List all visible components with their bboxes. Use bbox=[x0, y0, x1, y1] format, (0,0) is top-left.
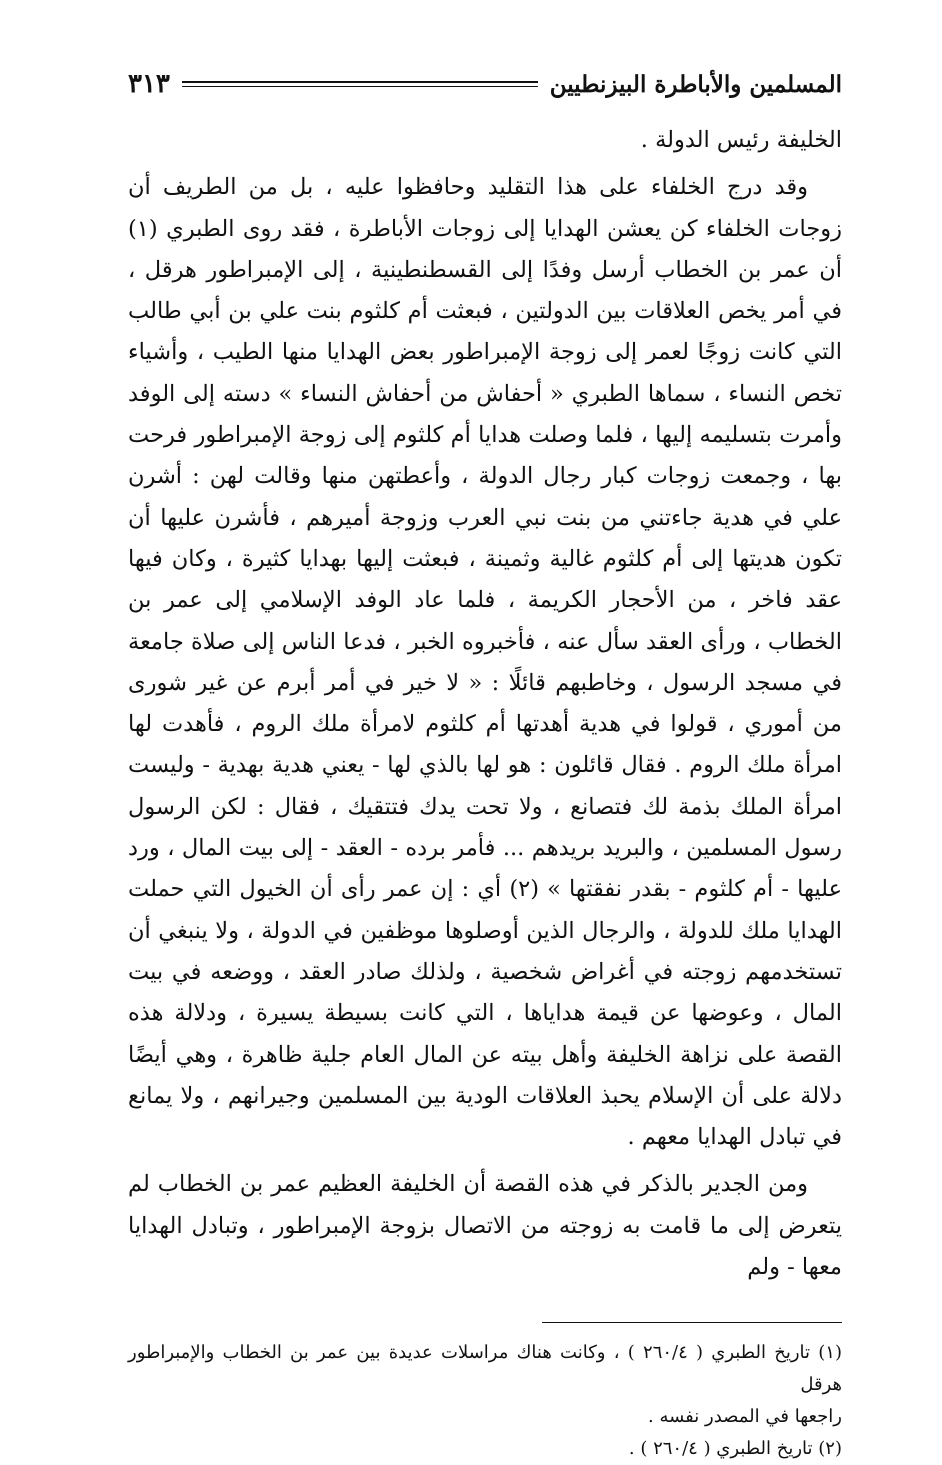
footnotes bbox=[128, 1337, 842, 1465]
paragraph-2: وقد درج الخلفاء على هذا التقليد وحافظوا عليه ، بل من الطريف أن زوجات الخلفاء كن يعشن الهدايا إلى زوجات الأباطرة ، فقد روى الطبري (١) أن عمر بن الخطاب أرسل وفدًا إلى القسطنطينية ، إلى الإمبراطور هرقل ، في أمر يخص العلاقات بين الدولتين ، فبعثت أم كلثوم بنت علي بن أبي طالب التي كانت زوجًا لعمر إلى زوجة الإمبراطور بعض الهدايا منها الطيب ، وأشياء تخص النساء ، سماها الطبري « أحفاش من أحفاش النساء » دسته إلى الوفد وأمرت بتسليمه إليها ، فلما وصلت هدايا أم كلثوم إلى زوجة الإمبراطور فرحت بها ، وجمعت زوجات كبار رجال الدولة ، وأعطتهن منها وقالت لهن : أشرن علي في هدية جاءتني من بنت نبي العرب وزوجة أميرهم ، فأشرن عليها أن تكون هديتها إلى أم كلثوم غالية وثمينة ، فبعثت إليها بهدايا كثيرة ، وكان فيها عقد فاخر ، من الأحجار الكريمة ، فلما عاد الوفد الإسلامي إلى عمر بن الخطاب ، ورأى العقد سأل عنه ، فأخبروه الخبر ، فدعا الناس إلى صلاة جامعة في مسجد الرسول ، وخاطبهم قائلًا : « لا خير في أمر أبرم عن غير شورى من أموري ، قولوا في هدية أهدتها أم كلثوم لامرأة ملك الروم ، فأهدت لها امرأة ملك الروم . فقال قائلون : هو لها بالذي لها - يعني هدية بهدية - وليست امرأة الملك بذمة لك فتصانع ، ولا تحت يدك فتتقيك ، فقال : لكن الرسول رسول المسلمين ، والبريد بريدهم ... فأمر برده - العقد - إلى بيت المال ، ورد عليها - أم كلثوم - بقدر نفقتها » (٢) أي : إن عمر رأى أن الخيول التي حملت الهدايا ملك للدولة ، والرجال الذين أوصلوها موظفين في الدولة ، ولا ينبغي أن تستخدمهم زوجته في أغراض شخصية ، ولذلك صادر العقد ، ووضعه في بيت المال ، وعوضها عن قيمة هداياها ، التي كانت بسيطة يسيرة ، ودلالة هذه القصة على نزاهة الخليفة وأهل بيته عن المال العام جلية ظاهرة ، وهي أيضًا دلالة على أن الإسلام يحبذ العلاقات الودية بين المسلمين وجيرانهم ، ولا يمانع في تبادل الهدايا معهم . bbox=[128, 174, 843, 1151]
header-rule bbox=[182, 81, 538, 87]
page-number: ٣١٣ bbox=[128, 69, 170, 99]
paragraph-1: الخليفة رئيس الدولة . bbox=[640, 127, 842, 153]
footnote-1: (١) تاريخ الطبري ( ٢٦٠/٤ ) ، وكانت هناك مراسلات عديدة بين عمر بن الخطاب والإمبراطور هرقل bbox=[128, 1342, 842, 1396]
footnote-2: (٢) تاريخ الطبري ( ٢٦٠/٤ ) . bbox=[628, 1438, 842, 1460]
body-text bbox=[128, 120, 842, 1288]
footnote-1-continuation: راجعها في المصدر نفسه . bbox=[648, 1406, 842, 1428]
footnote-separator bbox=[542, 1322, 842, 1323]
paragraph-3: ومن الجدير بالذكر في هذه القصة أن الخليفة العظيم عمر بن الخطاب لم يتعرض إلى ما قامت به زوجته من الاتصال بزوجة الإمبراطور ، وتبادل الهدايا معها - ولم bbox=[128, 1171, 842, 1281]
running-header bbox=[128, 62, 842, 106]
running-title: المسلمين والأباطرة البيزنطيين bbox=[549, 70, 842, 98]
